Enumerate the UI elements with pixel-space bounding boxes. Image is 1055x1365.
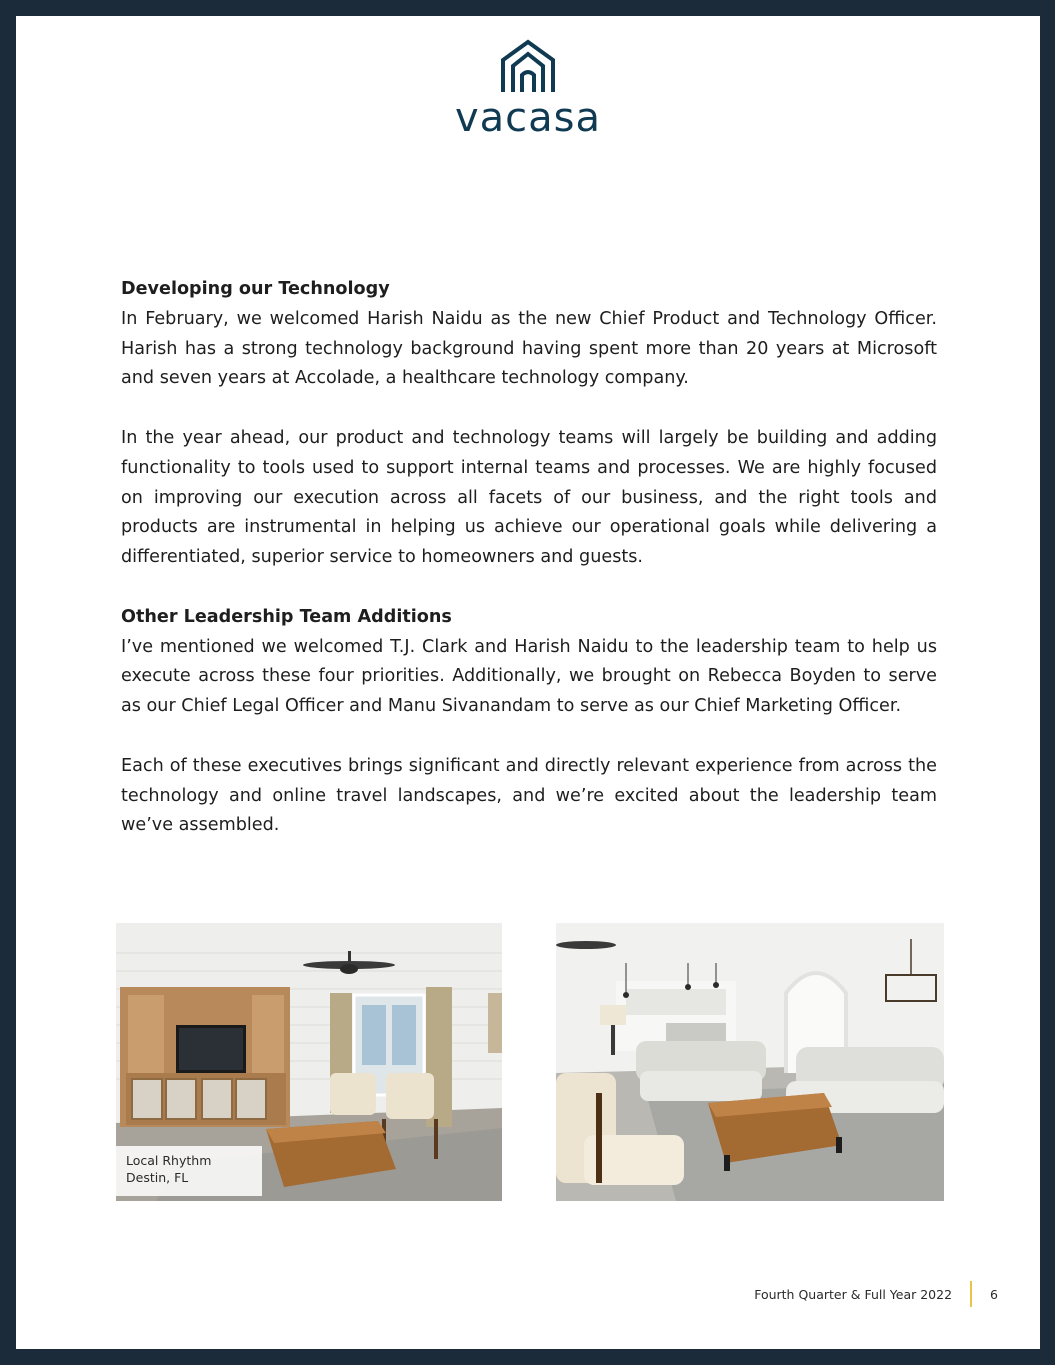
vacasa-logo (16, 38, 1040, 140)
caption-property-name: Local Rhythm (126, 1153, 212, 1168)
page-footer (754, 1281, 998, 1307)
paragraph: In the year ahead, our product and technology teams will largely be building and adding functionality to tools used to support internal teams and processes. We are highly focused on improving our execution across all facets of our business, and the right tools and products are instrumental in helping us achieve our operational goals while delivering a differentiated, superior service to homeowners and guests. (121, 427, 937, 568)
section-heading: Other Leadership Team Additions (121, 606, 452, 627)
paragraph: Each of these executives brings significant and directly relevant experience from across the technology and online travel landscapes, and we’re excited about the leadership team we’ve assembled. (121, 755, 937, 836)
page-number: 6 (990, 1286, 998, 1302)
document-page (16, 16, 1040, 1349)
living-room-photo-left (116, 923, 502, 1201)
section-heading: Developing our Technology (121, 279, 390, 299)
report-title: Fourth Quarter & Full Year 2022 (754, 1286, 953, 1302)
house-icon (499, 38, 557, 94)
brand-name: vacasa (454, 95, 602, 141)
living-room-photo-right (556, 923, 944, 1201)
letter-body (121, 275, 937, 871)
paragraph: In February, we welcomed Harish Naidu as the new Chief Product and Technology Officer. Harish has a strong technology background having spent more than 20 years at Microsoft and seven years at Accolade, a healthcare technology company. (121, 308, 937, 389)
caption-location: Destin, FL (126, 1170, 189, 1185)
paragraph: I’ve mentioned we welcomed T.J. Clark and Harish Naidu to the leadership team to help us execute across these four priorities. Additionally, we brought on Rebecca Boyden to serve as our Chief Legal Officer and Manu Sivanandam to serve as our Chief Marketing Officer. (121, 636, 937, 717)
footer-divider (970, 1281, 972, 1307)
photo-caption (116, 1146, 262, 1196)
